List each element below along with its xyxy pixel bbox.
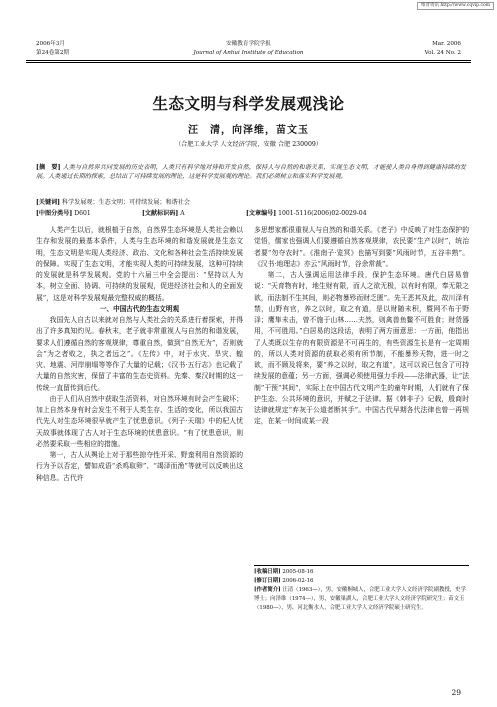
keywords-label: [关键词] bbox=[36, 199, 61, 206]
journal-title-en: Journal of Anhui Institute of Education bbox=[193, 50, 304, 56]
body-paragraph: 多思想家都很重视人与自然的和谐关系。《老子》中反映了对生态保护的觉悟，儒家也强调人们要遵循自然客观规律，农民要“生产以时”，统治者要“勿夺农时”。《淮南子·览冥》也描写到要“风雨时节，五谷丰熟”。《汉书·地理志》亦云“风雨时节，谷余常裁”。 bbox=[254, 226, 469, 268]
keywords-text: 科学发展观；生态文明；可持续发展；和谐社会 bbox=[62, 199, 190, 206]
body-paragraph: 人类产生以后，就根植于自然，自然界生态环境是人类社会赖以生存和发展的最基本条件，人类与生态环境的和谐发展就是生态文明，生态文明是实现人类经济、政治、文化和各种社会生活持续发展的保障。实现了生态文明，才能实现人类的可持续发展，这种可持续的发展就是科学发展观。党的十六届三中全会提出：“坚持以人为本，树立全面、协调、可持续的发展观，促进经济社会和人的全面发展”，这是对科学发展观最完整权威的概括。 bbox=[36, 226, 243, 302]
abstract-label: [摘 要] bbox=[36, 164, 61, 171]
watermark: 维普资讯 http://www.cqvip.com bbox=[417, 2, 494, 10]
received-date bbox=[254, 568, 469, 577]
body-paragraph: 我国先人自古以来就对自然与人类社会的关系进行着探索，并得出了许多真知灼见。春秋末，老子就非常重视人与自然的和谐发展，要求人们遵循自然的客观规律，尊重自然，做到“自然无为”，否则就会“为之者败之，执之者远之”。《左传》中，对于水灾、旱灾、蝗灾、地震、河岸崩塌等等作了大量的记载；《汉书·五行志》也记载了大量的自然灾害，保留了丰富的生态史资料。先秦、秦汉时期的这一传统一直留传到后代。 bbox=[36, 316, 243, 392]
left-column bbox=[36, 225, 243, 484]
body-paragraph: 第二，古人强调运用法律手段，保护生态环境。唐代白居易曾说：“天育物有时，地生财有限，而人之欲无极，以有时有限，奉无限之欲，而法制不生其间，则必物暴殄而财乏匮”。先王恶其及此，故川泽有禁，山野有官，养之以时，取之有道，是以财随未积，暨网不布于野泽；鹰隼未击，曾不施于山林……夫然，则禽兽鱼鳖不可胜食；财货器用，不可胜用。”白居易的这段话，表明了两方面意思：一方面，他指出了人类既以生存的有限资源是不可再生的，有些资源生长是有一定周期的，所以人类对资源的获取必须有所节制，不能暴殄天物，进一时之欲，而不顾及将来，要“养之以时，取之有道”，这可以说已包含了可持续发展的意蕴；另一方面，强调必须使用强力手段——法律武器，让“法制”干预“其间”，实际上在中国古代文明产生的童年时期，人们就有了保护生态、公共环境的意识，并赋之于法律。据《韩非子》记载，殷商时法律就规定“弃灰于公道者断其手”。中国古代早期各代法律也曾一再规定，在某一时间或某一段 bbox=[254, 271, 469, 426]
body-paragraph: 由于人们从自然中获取生活资料，对自然环境有时会产生破坏；加上自然本身有时会发生不利于人类生存、生活的变化，所以我国古代先人对生态环境很早就产生了忧患意识。《列子·天瑞》中的杞人忧天故事就体现了古人对于生态环境的忧患意识。“有了忧患意识，则必然要采取一些相应的措施。 bbox=[36, 394, 243, 448]
body-paragraph: 第一，古人从舆论上对于那些掠夺性开采、野蛮利用自然资源的行为予以否定，譬如成语“杀鸡取卵”、“竭泽而渔”等就可以反映出这种信息。古代许 bbox=[36, 451, 243, 482]
article-authors: 汪 清，向泽维，苗文玉 bbox=[188, 125, 309, 136]
doc-code-label: [文献标识码] bbox=[142, 210, 179, 217]
author-bio-text: 汪清（1963—），男，安徽桐城人，合肥工业大学人文经济学院副教授，史学博士；向泽维（1974—），男，安徽巢湖人，合肥工业大学人文经济学院研究生；苗文玉（1980—），男，河北衡水人，合肥工业大学人文经济学院硕士研究生。 bbox=[254, 586, 466, 611]
issue-date: 2006年3月 bbox=[36, 41, 65, 47]
clc-value: D601 bbox=[74, 210, 91, 217]
clc-code bbox=[36, 208, 91, 217]
article-number bbox=[246, 208, 367, 217]
revised-label: [修订日期] bbox=[254, 577, 281, 584]
author-bio bbox=[254, 586, 469, 613]
article-no-value: 1001-5116(2006)02-0029-04 bbox=[278, 210, 367, 217]
revised-value: 2006-02-16 bbox=[282, 577, 314, 584]
received-value: 2005-08-16 bbox=[282, 569, 314, 575]
article-no-label: [文章编号] bbox=[246, 210, 277, 217]
revised-date bbox=[254, 577, 469, 586]
received-label: [收稿日期] bbox=[254, 569, 281, 575]
keywords bbox=[36, 197, 190, 206]
clc-label: [中图分类号] bbox=[36, 210, 73, 217]
section-heading: 一、中国古代的生态文明观 bbox=[99, 304, 180, 313]
abstract bbox=[36, 163, 466, 182]
issue-date-en: Mar. 2006 bbox=[432, 41, 461, 47]
page-number: 29 bbox=[451, 688, 461, 697]
document-code bbox=[142, 208, 185, 217]
volume-issue: 第24卷第2期 bbox=[36, 50, 70, 56]
abstract-text: 人类与自然界共同发展的历史表明，人类只有科学地对待和开发自然，保持人与自然的和谐关系，实现生态文明，才能使人类自身得到健康持续的发展。人类通过长期的探索，总结出了可持续发展的理论，这是科学发展观的理论。我们必须树立和落实科学发展观。 bbox=[36, 164, 467, 181]
header-rule-double bbox=[26, 62, 471, 63]
right-column bbox=[254, 225, 469, 428]
journal-title-cn: 安徽教育学院学报 bbox=[226, 41, 271, 47]
doc-code-value: A bbox=[180, 210, 185, 217]
author-bio-label: [作者简介] bbox=[254, 586, 281, 593]
footnote-box bbox=[254, 565, 469, 613]
author-affiliation: （合肥工业大学 人文经济学院，安徽 合肥 230009） bbox=[174, 141, 323, 148]
header-rule bbox=[26, 60, 471, 61]
article-title: 生态文明与科学发展观浅论 bbox=[152, 94, 345, 113]
volume-issue-en: Vol. 24 No. 2 bbox=[424, 50, 461, 56]
